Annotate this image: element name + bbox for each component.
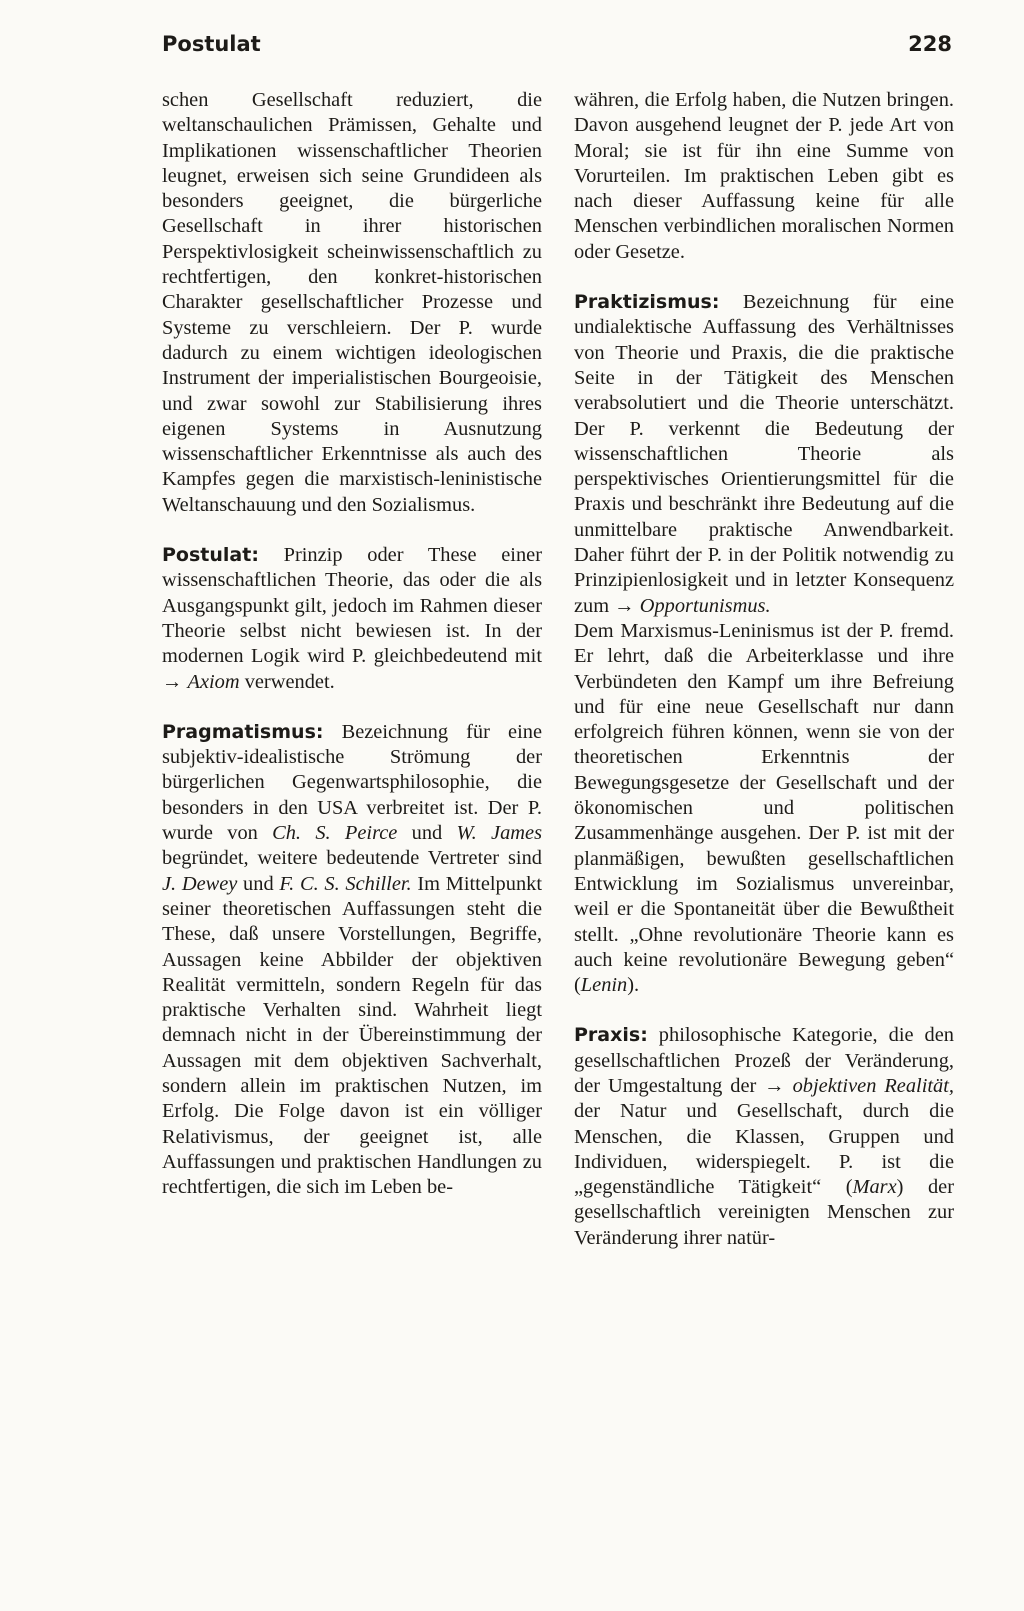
running-head: Postulat xyxy=(162,32,261,56)
person-name: Lenin xyxy=(580,974,628,997)
person-name: W. James xyxy=(456,822,543,845)
entry-pragmatismus: Pragmatismus: Bezeichnung für eine subjektiv-idealistische Strömung der bürgerlichen Gegenwartsphilosophie, die besonders in den USA verbreitet ist. Der P. wurde von Ch. S. Peirce und W. James begründet, weitere bedeutende Vertreter sind J. Dewey und F. C. S. Schiller. Im Mittelpunkt seiner theoretischen Auffassungen steht die These, daß unsere Vorstellungen, Begriffe, Aussagen keine Abbilder der objektiven Realität vermitteln, sondern Regeln für das praktische Verhalten sind. Wahrheit liegt demnach nicht in der Übereinstimmung der Aussagen mit dem objektiven Sachverhalt, sondern allein im praktischen Nutzen, im Erfolg. Die Folge davon ist ein völliger Relativismus, der geeignet ist, alle Auffassungen und praktischen Handlungen zu rechtfertigen, die sich im Leben be- xyxy=(162,720,543,1199)
left-column xyxy=(162,88,542,1200)
page-number: 228 xyxy=(908,32,952,56)
cross-reference: Opportunismus. xyxy=(639,594,771,617)
person-name: Ch. S. Peirce xyxy=(272,822,398,845)
person-name: Marx xyxy=(852,1176,897,1199)
person-name: F. C. S. Schiller. xyxy=(279,872,412,895)
entry-praktizismus: Praktizismus: Bezeichnung für eine undialektische Auffassung des Verhältnisses von Theorie und Praxis, die die praktische Seite in der Tätigkeit des Menschen verabsolutiert und die Theorie unterschätzt. Der P. verkennt die Bedeutung der wissenschaftlichen Theorie als perspektivisches Orientierungsmittel für die Praxis und beschränkt ihre Bedeutung auf die unmittelbare praktische Anwendbarkeit. Daher führt der P. in der Politik notwendig zu Prinzipienlosigkeit und in letzter Konsequenz zum → Opportunismus. xyxy=(574,291,954,617)
person-name: J. Dewey xyxy=(162,872,238,895)
entry-praktizismus-paragraph-2: Dem Marxismus-Leninismus ist der P. fremd. Er lehrt, daß die Arbeiterklasse und ihre Verbündeten den Kampf um ihre Befreiung und für eine neue Gesellschaft nur dann erfolgreich führen können, wenn sie von der theoretischen Erkenntnis der Bewegungsgesetze der Gesellschaft und der ökonomischen und politischen Zusammenhänge ausgehen. Der P. ist mit der planmäßigen, bewußten gesellschaftlichen Entwicklung im Sozialismus unvereinbar, weil er die Spontaneität über die Bewußtheit stellt. „Ohne revolutionäre Theorie kann es auch keine revolutionäre Bewegung geben“ (Lenin). xyxy=(574,619,954,997)
page-header xyxy=(162,32,952,66)
entry-term: Praktizismus: xyxy=(574,291,720,314)
arrow-icon: → xyxy=(614,594,640,617)
arrow-icon: → xyxy=(162,670,188,693)
entry-term: Postulat: xyxy=(162,544,259,567)
entry-continuation: schen Gesellschaft reduziert, die weltanschaulichen Prämissen, Gehalte und Implikationen wissenschaftlicher Theorien leugnet, erweisen sich seine Grundideen als besonders geeignet, die bürgerliche Gesellschaft in ihrer historischen Perspektivlosigkeit scheinwissenschaftlich zu rechtfertigen, den konkret-historischen Charakter gesellschaftlicher Prozesse und Systeme zu verschleiern. Der P. wurde dadurch zu einem wichtigen ideologischen Instrument der imperialistischen Bourgeoisie, und zwar sowohl zur Stabilisierung ihres eigenen Systems in Ausnutzung wissenschaftlicher Erkenntnisse als auch des Kampfes gegen die marxistisch-leninistische Weltanschauung und den Sozialismus. xyxy=(162,89,542,516)
right-column xyxy=(574,88,954,1251)
entry-term: Pragmatismus: xyxy=(162,720,324,743)
entry-postulat: Postulat: Prinzip oder These einer wissenschaftlichen Theorie, das oder die als Ausgangspunkt gilt, jedoch im Rahmen dieser Theorie selbst nicht bewiesen ist. In der modernen Logik wird P. gleichbedeutend mit → Axiom verwendet. xyxy=(162,544,542,693)
entry-praxis: Praxis: philosophische Kategorie, die den gesellschaftlichen Prozeß der Veränderung, der Umgestaltung der → objektiven Realität, der Natur und Gesellschaft, durch die Menschen, die Klassen, Gruppen und Individuen, widerspiegelt. P. ist die „gegenständliche Tätigkeit“ (Marx) der gesellschaftlich vereinigten Menschen zur Veränderung ihrer natür- xyxy=(574,1024,954,1249)
cross-reference: Axiom xyxy=(187,670,240,693)
entry-term: Praxis: xyxy=(574,1024,648,1047)
entry-continuation: währen, die Erfolg haben, die Nutzen bringen. Davon ausgehend leugnet der P. jede Art von Moral; sie ist für ihn eine Summe von Vorurteilen. Im praktischen Leben gibt es nach dieser Auffassung keine für alle Menschen verbindlichen moralischen Normen oder Gesetze. xyxy=(574,89,954,263)
arrow-icon: → xyxy=(764,1074,793,1097)
cross-reference: objektiven Realität, xyxy=(792,1074,954,1097)
